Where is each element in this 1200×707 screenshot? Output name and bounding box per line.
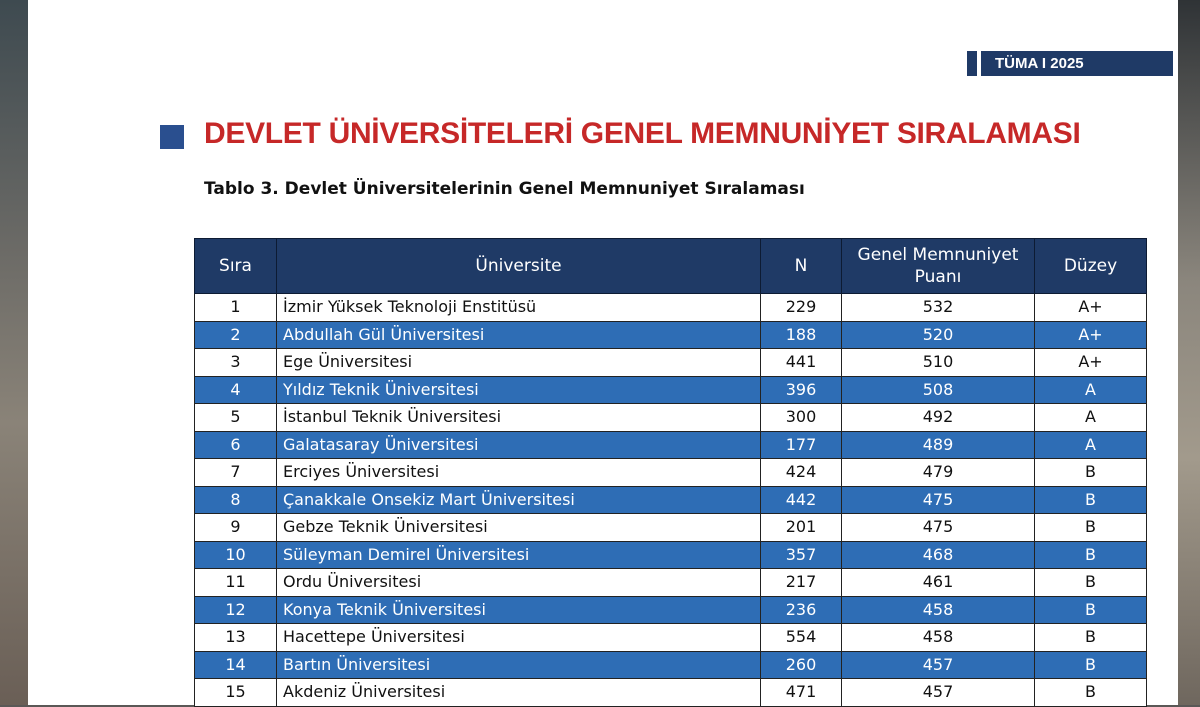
cell-university: Erciyes Üniversitesi [277,459,761,487]
cell-level: B [1035,651,1147,679]
cell-rank: 14 [195,651,277,679]
cell-n: 188 [761,321,842,349]
table-header-row [195,239,1147,294]
cell-university: Bartın Üniversitesi [277,651,761,679]
table-row [195,459,1147,487]
cell-level: B [1035,514,1147,542]
cell-university: Hacettepe Üniversitesi [277,624,761,652]
table-row [195,596,1147,624]
table-row [195,294,1147,322]
cell-university: Ege Üniversitesi [277,349,761,377]
table-row [195,569,1147,597]
cell-rank: 6 [195,431,277,459]
background-right [1176,0,1200,705]
cell-score: 457 [842,651,1035,679]
column-header-score: Genel Memnuniyet Puanı [842,239,1035,294]
cell-n: 441 [761,349,842,377]
cell-university: İzmir Yüksek Teknoloji Enstitüsü [277,294,761,322]
cell-score: 520 [842,321,1035,349]
cell-university: Ordu Üniversitesi [277,569,761,597]
cell-rank: 11 [195,569,277,597]
cell-score: 468 [842,541,1035,569]
table-row [195,321,1147,349]
cell-university: Galatasaray Üniversitesi [277,431,761,459]
cell-level: B [1035,486,1147,514]
table-row [195,404,1147,432]
cell-rank: 3 [195,349,277,377]
cell-score: 458 [842,624,1035,652]
cell-university: Gebze Teknik Üniversitesi [277,514,761,542]
cell-n: 554 [761,624,842,652]
cell-n: 201 [761,514,842,542]
cell-n: 217 [761,569,842,597]
table-body [195,294,1147,707]
cell-score: 475 [842,486,1035,514]
cell-university: Akdeniz Üniversitesi [277,679,761,707]
table-row [195,651,1147,679]
cell-rank: 4 [195,376,277,404]
table-caption: Tablo 3. Devlet Üniversitelerinin Genel Memnuniyet Sıralaması [204,179,805,199]
cell-n: 424 [761,459,842,487]
cell-level: A [1035,431,1147,459]
cell-university: Çanakkale Onsekiz Mart Üniversitesi [277,486,761,514]
cell-level: A+ [1035,321,1147,349]
report-badge [967,51,1173,76]
table-row [195,679,1147,707]
title-square-icon [160,125,184,149]
background-left [0,0,30,705]
cell-score: 461 [842,569,1035,597]
table-row [195,431,1147,459]
cell-rank: 8 [195,486,277,514]
cell-score: 457 [842,679,1035,707]
cell-score: 508 [842,376,1035,404]
cell-n: 471 [761,679,842,707]
cell-n: 236 [761,596,842,624]
cell-score: 510 [842,349,1035,377]
cell-level: B [1035,569,1147,597]
cell-rank: 9 [195,514,277,542]
column-header-n: N [761,239,842,294]
cell-level: B [1035,624,1147,652]
cell-university: İstanbul Teknik Üniversitesi [277,404,761,432]
cell-score: 458 [842,596,1035,624]
badge-notch [977,51,981,76]
cell-level: B [1035,541,1147,569]
cell-score: 479 [842,459,1035,487]
table-row [195,541,1147,569]
cell-rank: 7 [195,459,277,487]
cell-rank: 2 [195,321,277,349]
cell-university: Yıldız Teknik Üniversitesi [277,376,761,404]
cell-n: 300 [761,404,842,432]
cell-n: 396 [761,376,842,404]
cell-score: 532 [842,294,1035,322]
cell-n: 357 [761,541,842,569]
cell-level: A+ [1035,294,1147,322]
badge-text: TÜMA I 2025 [995,55,1084,72]
ranking-table [194,238,1147,707]
cell-rank: 15 [195,679,277,707]
cell-level: A [1035,404,1147,432]
cell-score: 489 [842,431,1035,459]
cell-rank: 10 [195,541,277,569]
cell-level: B [1035,596,1147,624]
column-header-rank: Sıra [195,239,277,294]
cell-rank: 13 [195,624,277,652]
cell-rank: 1 [195,294,277,322]
column-header-level: Düzey [1035,239,1147,294]
table-row [195,376,1147,404]
table-row [195,349,1147,377]
table-row [195,514,1147,542]
cell-score: 492 [842,404,1035,432]
table-row [195,486,1147,514]
cell-n: 442 [761,486,842,514]
cell-university: Konya Teknik Üniversitesi [277,596,761,624]
cell-n: 177 [761,431,842,459]
cell-level: A+ [1035,349,1147,377]
cell-level: A [1035,376,1147,404]
cell-university: Süleyman Demirel Üniversitesi [277,541,761,569]
document-page [28,0,1178,705]
cell-n: 229 [761,294,842,322]
cell-university: Abdullah Gül Üniversitesi [277,321,761,349]
cell-level: B [1035,459,1147,487]
cell-rank: 5 [195,404,277,432]
cell-n: 260 [761,651,842,679]
column-header-university: Üniversite [277,239,761,294]
cell-score: 475 [842,514,1035,542]
section-title: DEVLET ÜNİVERSİTELERİ GENEL MEMNUNİYET SIRALAMASI [204,117,1081,150]
cell-level: B [1035,679,1147,707]
table-row [195,624,1147,652]
cell-rank: 12 [195,596,277,624]
